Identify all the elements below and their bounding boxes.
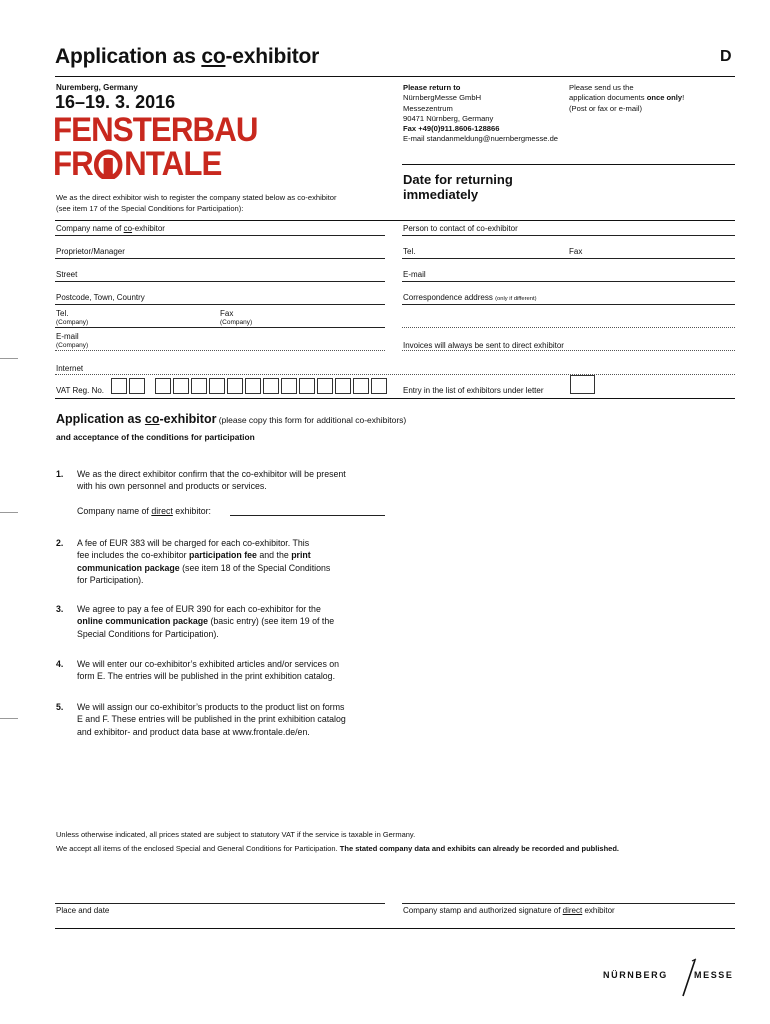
signature-pre: Company stamp and authorized signature of: [403, 906, 563, 915]
tel-fax-field[interactable]: [55, 327, 385, 328]
return-line-3: 90471 Nürnberg, Germany: [403, 113, 494, 123]
email-label: E-mail: [56, 332, 79, 341]
postcode-field[interactable]: [55, 304, 385, 305]
signature-u: direct: [562, 906, 583, 915]
item-1-num: 1.: [56, 469, 64, 479]
acceptance-bold: The stated company data and exhibits can already be recorded and published.: [339, 844, 620, 853]
vat-note: Unless otherwise indicated, all prices stated are subject to statutory VAT if the service is taxable in Germany.: [56, 830, 416, 839]
item-1-line-1: We as the direct exhibitor confirm that the co-exhibitor will be present: [77, 469, 346, 479]
correspondence-label: [403, 293, 537, 302]
logo-frontale-b: NTALE: [124, 145, 222, 183]
entry-letter-box[interactable]: [570, 375, 595, 394]
intro-text: [56, 192, 337, 214]
logo-window-icon: [94, 149, 123, 179]
vat-box-5[interactable]: [191, 378, 207, 394]
item-4-line-2: form E. The entries will be published in the print exhibition catalog.: [77, 671, 336, 682]
company-name-label: [56, 224, 165, 233]
invoices-note: Invoices will always be sent to direct exhibitor: [403, 341, 564, 350]
item-5-line-3: and exhibitor- and product data base at www.frontale.de/en.: [77, 726, 310, 737]
direct-company-field[interactable]: [230, 515, 385, 516]
vat-box-8[interactable]: [245, 378, 261, 394]
email-field[interactable]: [55, 350, 385, 351]
vat-box-14[interactable]: [353, 378, 369, 394]
margin-mark-3: [0, 718, 18, 719]
internet-label: Internet: [56, 364, 84, 373]
item-2-l2-pre: fee includes the co-exhibitor: [77, 550, 189, 561]
vat-box-9[interactable]: [263, 378, 279, 394]
company-label-co: co: [123, 224, 133, 233]
vat-box-1[interactable]: [111, 378, 127, 394]
signature-field[interactable]: [402, 903, 735, 904]
item-4-line-1: We will enter our co-exhibitor’s exhibited articles and/or services on: [77, 659, 340, 669]
signature-post: exhibitor: [582, 906, 615, 915]
language-code: D: [720, 48, 732, 65]
item-4-num: 4.: [56, 659, 64, 669]
item-5-num: 5.: [56, 702, 64, 712]
vat-box-2[interactable]: [129, 378, 145, 394]
signature-label: [403, 906, 615, 915]
right-email-field[interactable]: [402, 281, 735, 282]
item-2-l2-mid: and the: [256, 550, 292, 561]
section2-title: [56, 412, 406, 426]
intro-line-1: We as the direct exhibitor wish to register the company stated below as co-exhibitor: [56, 193, 337, 202]
fax-label: Fax: [220, 309, 234, 318]
vat-box-4[interactable]: [173, 378, 189, 394]
vat-box-3[interactable]: [155, 378, 171, 394]
company-label-pre: Company name of: [56, 224, 124, 233]
item-2-line-4: for Participation).: [77, 575, 144, 586]
place-date-label: Place and date: [56, 906, 110, 915]
section2-title-pre: Application as: [56, 412, 145, 426]
item-2-num: 2.: [56, 538, 64, 548]
email-sub-label: (Company): [56, 342, 89, 349]
vat-box-6[interactable]: [209, 378, 225, 394]
section-divider: [55, 398, 735, 399]
internet-field[interactable]: [55, 374, 735, 375]
item-5-line-1: We will assign our co-exhibitor’s products to the product list on forms: [77, 702, 345, 712]
item-2-l3-post: (see item 18 of the Special Conditions: [179, 562, 331, 573]
date-returning: [403, 172, 513, 202]
send-line-2-post: !: [682, 93, 685, 103]
direct-company-pre: Company name of: [77, 506, 152, 516]
return-fax: Fax +49(0)911.8606-128866: [403, 124, 500, 134]
item-3-line-3: Special Conditions for Participation).: [77, 628, 219, 639]
footer-divider: [55, 928, 735, 929]
event-location: Nuremberg, Germany: [56, 83, 138, 92]
return-email[interactable]: E-mail standanmeldung@nuernbergmesse.de: [403, 134, 559, 144]
event-dates: 16–19. 3. 2016: [55, 92, 176, 112]
intro-line-2: (see item 17 of the Special Conditions for Participation):: [56, 204, 244, 213]
vat-box-12[interactable]: [317, 378, 333, 394]
proprietor-label: Proprietor/Manager: [56, 247, 125, 256]
postcode-label: Postcode, Town, Country: [56, 293, 145, 302]
tel-sub-label: (Company): [56, 319, 89, 326]
title-underline: [55, 76, 735, 77]
logo-frontale-a: FR: [53, 145, 93, 183]
invoices-divider: [402, 350, 735, 351]
brand-right: MESSE: [694, 970, 734, 980]
vat-box-11[interactable]: [299, 378, 315, 394]
item-3-num: 3.: [56, 604, 64, 614]
place-date-field[interactable]: [55, 903, 385, 904]
item-3-l2-post: (basic entry) (see item 19 of the: [208, 616, 335, 627]
contact-field[interactable]: [402, 235, 735, 236]
direct-company-u: direct: [151, 506, 173, 516]
right-tel-fax-field[interactable]: [402, 258, 735, 259]
acceptance-pre: We accept all items of the enclosed Special and General Conditions for Participation.: [56, 844, 340, 853]
item-3-line-1: We agree to pay a fee of EUR 390 for each co-exhibitor for the: [77, 604, 321, 614]
item-1-line-2: with his own personnel and products or services.: [77, 481, 267, 492]
section2-note: (please copy this form for additional co-exhibitors): [218, 415, 407, 425]
logo-fensterbau: FENSTERBAU: [53, 111, 258, 149]
fax-sub-label: (Company): [220, 319, 253, 326]
acceptance-note: [56, 844, 619, 853]
tel-label: Tel.: [56, 309, 69, 318]
right-email-label: E-mail: [403, 270, 426, 279]
item-2-line-1: A fee of EUR 383 will be charged for each co-exhibitor. This: [77, 538, 310, 548]
return-heading: Please return to: [403, 83, 461, 92]
correspondence-text: Correspondence address: [403, 293, 493, 302]
margin-mark-1: [0, 358, 18, 359]
proprietor-field[interactable]: [55, 258, 385, 259]
send-line-3: (Post or fax or e-mail): [569, 103, 643, 113]
street-field[interactable]: [55, 281, 385, 282]
correspondence-note: (only if different): [495, 296, 537, 302]
vat-box-13[interactable]: [335, 378, 351, 394]
title-pre: Application as: [55, 45, 202, 68]
logo-frontale: [53, 146, 221, 182]
correspondence-field-2[interactable]: [402, 327, 735, 328]
item-3-l2-b: online communication package: [77, 616, 209, 627]
company-label-post: -exhibitor: [132, 224, 165, 233]
contact-label: Person to contact of co-exhibitor: [403, 224, 518, 233]
page-title: [55, 45, 319, 69]
send-once-only: once only: [646, 93, 683, 103]
title-post: -exhibitor: [225, 45, 320, 68]
brand-left: NÜRNBERG: [603, 970, 668, 980]
correspondence-field[interactable]: [402, 304, 735, 305]
section2-title-co: co: [144, 412, 160, 426]
item-5-line-2: E and F. These entries will be published in the print exhibition catalog: [77, 714, 346, 725]
right-tel-label: Tel.: [403, 247, 416, 256]
street-label: Street: [56, 270, 78, 279]
date-returning-line-1: Date for returning: [403, 172, 513, 187]
section2-title-post: -exhibitor: [159, 412, 217, 426]
send-line-1: Please send us the: [569, 83, 634, 92]
right-fax-label: Fax: [569, 247, 583, 256]
brand-logo: [603, 958, 738, 998]
vat-box-10[interactable]: [281, 378, 297, 394]
return-line-1: NürnbergMesse GmbH: [403, 93, 482, 103]
return-block: [403, 83, 558, 145]
item-2-l2-b1: participation fee: [188, 550, 257, 561]
return-line-2: Messezentrum: [403, 103, 453, 113]
section2-subtitle: and acceptance of the conditions for participation: [56, 432, 255, 442]
company-name-field[interactable]: [55, 235, 385, 236]
vat-label: VAT Reg. No.: [56, 386, 105, 395]
direct-company-post: exhibitor:: [172, 506, 211, 516]
title-co: co: [201, 45, 226, 68]
send-block: [569, 83, 684, 114]
date-divider: [402, 164, 735, 165]
entry-letter-label: Entry in the list of exhibitors under letter: [403, 386, 544, 395]
item-2-l2-b2: print: [291, 550, 311, 561]
margin-mark-2: [0, 512, 18, 513]
date-returning-line-2: immediately: [403, 187, 479, 202]
vat-box-7[interactable]: [227, 378, 243, 394]
vat-box-15[interactable]: [371, 378, 387, 394]
form-top-divider: [55, 220, 735, 221]
direct-company-label: [77, 506, 211, 516]
item-2-l3-b: communication package: [77, 562, 180, 573]
send-line-2-pre: application documents: [569, 93, 647, 103]
